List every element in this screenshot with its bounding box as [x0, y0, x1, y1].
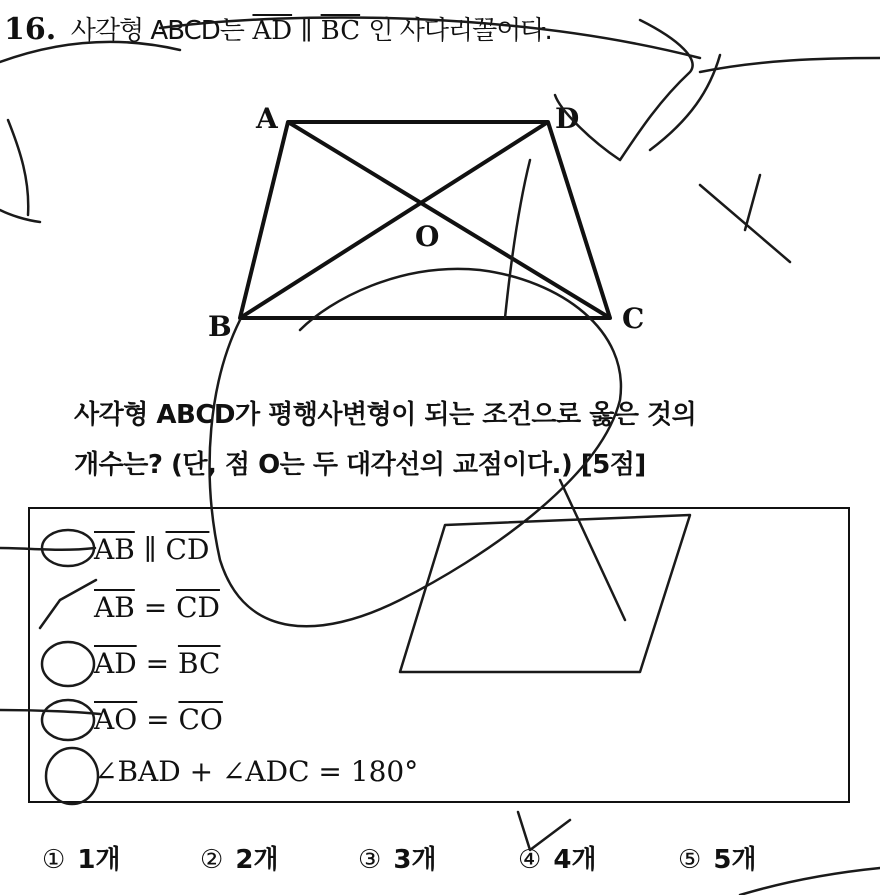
question-outro: 인 사다리꼴이다.	[368, 16, 552, 46]
segment-ad: $\overline{AD}$	[252, 16, 293, 46]
diagonal-bd	[240, 122, 548, 318]
answer-choices	[42, 842, 842, 882]
choice-3-label: 3개	[393, 845, 437, 875]
prompt-line-2: 개수는? (단, 점 O는 두 대각선의 교점이다.) [5점]	[74, 450, 646, 480]
choice-4-label: 4개	[553, 845, 597, 875]
vertex-label-c: C	[622, 302, 645, 335]
question-intro: 사각형 ABCD는	[70, 16, 244, 46]
condition-2-operator: =	[134, 591, 177, 624]
pen-stroke-right-shape-2	[650, 55, 720, 150]
condition-1-left: $\overline{AB}$	[94, 533, 135, 566]
condition-3-left: $\overline{AD}$	[94, 647, 137, 680]
question-header	[4, 10, 552, 50]
pen-stroke-left-curve	[0, 210, 40, 222]
intersection-label-o: O	[415, 220, 440, 253]
pen-stroke-left-arc	[8, 120, 28, 215]
prompt-line-1: 사각형 ABCD가 평행사변형이 되는 조건으로 옳은 것의	[74, 400, 697, 430]
condition-1-operator: ∥	[134, 533, 166, 566]
pen-stroke-right-shape	[555, 20, 693, 160]
parallel-symbol: ∥	[292, 16, 321, 46]
condition-4-right: $\overline{CO}$	[178, 703, 223, 736]
choice-1[interactable]	[42, 842, 121, 878]
choice-3[interactable]	[358, 842, 437, 878]
choice-2[interactable]	[200, 842, 279, 878]
choice-4[interactable]	[518, 842, 597, 878]
condition-4-left: $\overline{AO}$	[94, 703, 138, 736]
condition-2-right: $\overline{CD}$	[176, 591, 220, 624]
condition-2	[94, 588, 220, 628]
condition-5: ∠BAD + ∠ADC = 180°	[94, 755, 419, 788]
choice-2-number: ②	[200, 845, 224, 875]
condition-3	[94, 644, 220, 684]
condition-1-right: $\overline{CD}$	[165, 533, 210, 566]
condition-3-right: $\overline{BC}$	[177, 647, 221, 680]
vertex-label-b: B	[208, 310, 232, 343]
pen-stroke-right-line	[700, 58, 880, 72]
choice-2-label: 2개	[235, 845, 279, 875]
choice-3-number: ③	[358, 845, 382, 875]
condition-4	[94, 700, 223, 740]
condition-2-left: $\overline{AB}$	[94, 591, 135, 624]
pen-stroke-small-mark	[700, 175, 790, 262]
trapezoid-outline	[240, 122, 610, 318]
choice-5[interactable]	[678, 842, 757, 878]
vertex-label-d: D	[555, 102, 580, 135]
choice-1-label: 1개	[77, 845, 121, 875]
condition-4-operator: =	[137, 703, 179, 736]
vertex-label-a: A	[256, 102, 278, 135]
choice-5-number: ⑤	[678, 845, 702, 875]
pen-stroke-diagram-curve	[505, 160, 530, 318]
diagonal-ac	[288, 122, 610, 318]
choice-5-label: 5개	[713, 845, 757, 875]
choice-1-number: ①	[42, 845, 66, 875]
condition-1	[94, 530, 209, 570]
question-prompt	[74, 390, 874, 490]
choice-4-number: ④	[518, 845, 542, 875]
segment-bc: $\overline{BC}$	[320, 16, 361, 46]
question-number: 16.	[4, 12, 57, 47]
condition-3-operator: =	[136, 647, 178, 680]
